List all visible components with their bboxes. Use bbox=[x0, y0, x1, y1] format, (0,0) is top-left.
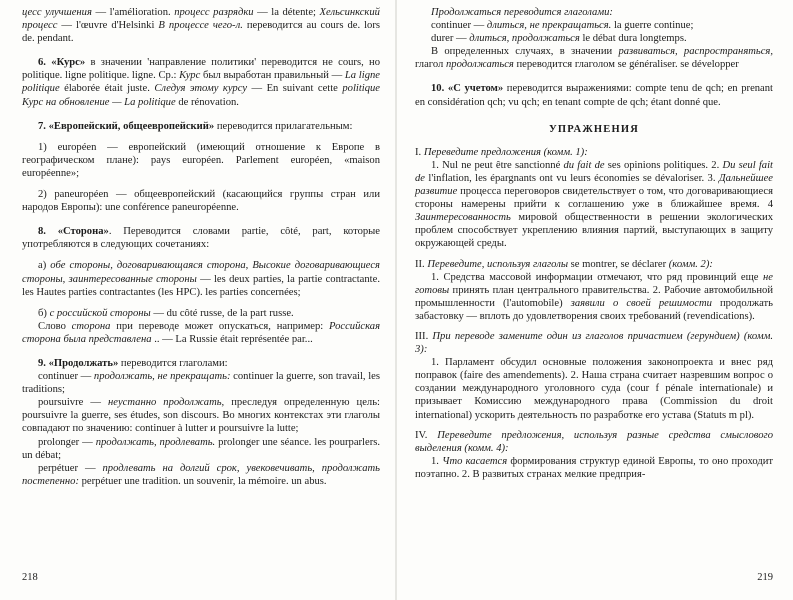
paragraph-european-2: 2) paneuropéen — общеевропейский (касающийся группы стран или народов Европы): une conférence paneuropéenne. bbox=[22, 189, 380, 214]
exercise-4-heading: IV. Переведите предложения, используя разные средства смыслового выделения (комм. 4): bbox=[415, 429, 773, 454]
exercise-3-heading: III. При переводе замените один из глаголов причастием (герундием) (комм. 3): bbox=[415, 330, 773, 356]
exercises-heading: УПРАЖНЕНИЯ bbox=[549, 123, 639, 135]
paragraph-european-1: 1) européen — европейский (имеющий отношение к Европе в географическом плане): pays européen. Parlement européen, «maison européenne»; bbox=[22, 141, 380, 179]
paragraph-prodolzhatsya-2: durer — длиться, продолжаться le débat dura longtemps. bbox=[431, 33, 687, 45]
paragraph-prodolzhatsya: Продолжаться переводится глаголами: bbox=[431, 7, 613, 18]
left-page bbox=[0, 0, 396, 600]
page-number-left: 218 bbox=[22, 572, 38, 583]
paragraph-s-uchetom: 10. «С учетом» переводится выражениями: compte tenu de qch; en prenant en considération qch; vu qch; en tenant compte de qch; étant donné que. bbox=[415, 83, 774, 108]
paragraph-prodolzhatsya-3: В определенных случаях, в значении развиваться, распространяться, глагол продолжаться переводится глаголом se généraliser. se développer bbox=[415, 46, 773, 71]
paragraph-prodolzhat-3: prolonger — продолжать, продлевать. prolonger une séance. les pourparlers. un débat; bbox=[22, 436, 381, 461]
page-number-right: 219 bbox=[757, 572, 773, 583]
exercise-2-body: 1. Средства массовой информации отмечают, что ряд провинций еще не готовы принять план центрального правительства. 2. Рабочие автомобильной промышленности (l'automobile) заявили о своей решимости продолжать забастовку — вплоть до удовлетворения своих требований (revendications). bbox=[415, 271, 773, 322]
right-page bbox=[397, 0, 793, 600]
paragraph-process: цесс улучшения — l'amélioration. процесс разрядки — la détente; Хельсинкский процесс — l'œuvre d'Helsinki В процессе чего-л. переводится au cours de. lors de. pendant. bbox=[22, 7, 380, 45]
paragraph-prodolzhat: 9. «Продолжать» переводится глаголами: bbox=[38, 357, 228, 369]
exercise-1-body: 1. Nul ne peut être sanctionné du fait de ses opinions politiques. 2. Du seul fait de l'inflation, les épargnants ont vu leurs économies se dévaloriser. 3. Дальнейшее развитие процесса переговоров свидетельствует о том, что договаривающиеся стороны намерены прийти к соглашению уже в ближайшее время. 4 Заинтересованность мировой общественности в решении экологических проблем способствует укреплению влияния партий, выступающих в защиту окружающей среды. bbox=[415, 159, 773, 250]
paragraph-prodolzhat-2: poursuivre — неустанно продолжать, преследуя определенную цель: poursuivre la guerre, ses études, son discours. Во многих контекстах эти глаголы совпадают по значению: continuer à lutter и poursuivre la lutte; bbox=[22, 397, 380, 435]
exercise-3-body: 1. Парламент обсудил основные положения законопроекта и внес ряд поправок (faire des amendements). 2. Наша страна считает назревшим вопрос о создании международного уголовного суда (cour f pénale internationale) и призывает Комиссию международного права (Commission du droit international) ускорить деятельность по разработке его устава (Statuts m pl). bbox=[415, 357, 773, 421]
paragraph-prodolzhat-1: continuer — продолжать, не прекращать: continuer la guerre, son travail, les traditions; bbox=[22, 371, 380, 396]
paragraph-storona-b: б) с российской стороны — du côté russe, de la part russe. bbox=[38, 307, 294, 319]
paragraph-storona-c: Слово сторона при переводе может опускаться, например: Российская сторона была представлена .. — La Russie était représentée par... bbox=[22, 320, 381, 345]
paragraph-prodolzhat-4: perpétuer — продлевать на долгий срок, увековечивать, продолжать постепенно: perpétuer une tradition. un souvenir, la mémoire. un abus. bbox=[22, 462, 380, 487]
exercise-2-heading: II. Переведите, используя глаголы se montrer, se déclarer (комм. 2): bbox=[415, 258, 713, 270]
exercise-4-body: 1. Что касается формирования структур единой Европы, то оно проходит поэтапно. 2. В развитых странах мелкие предприя- bbox=[415, 455, 774, 480]
paragraph-european: 7. «Европейский, общеевропейский» переводится прилагательным: bbox=[38, 120, 353, 132]
paragraph-prodolzhatsya-1: continuer — длиться, не прекращаться. la guerre continue; bbox=[431, 20, 694, 32]
paragraph-storona: 8. «Сторона». Переводится словами partie, côté, part, которые употребляются в следующих сочетаниях: bbox=[22, 226, 380, 251]
exercise-1-heading: I. Переведите предложения (комм. 1): bbox=[415, 146, 588, 158]
paragraph-kurs: 6. «Курс» в значении 'направление политики' переводится не cours, но politique. ligne politique. ligne. Ср.: Курс был выработан правильный — La ligne politique élaborée était juste. Следуя этому курсу — En suivant cette politique Курс на обновление — La politique de rénovation. bbox=[22, 57, 381, 108]
paragraph-storona-a: a) обе стороны, договаривающаяся сторона, Высокие договаривающиеся стороны, заинтересованные стороны — les deux parties, la partie contractante. les Hautes parties contractantes (les HPC). les parties concernées; bbox=[22, 260, 380, 298]
